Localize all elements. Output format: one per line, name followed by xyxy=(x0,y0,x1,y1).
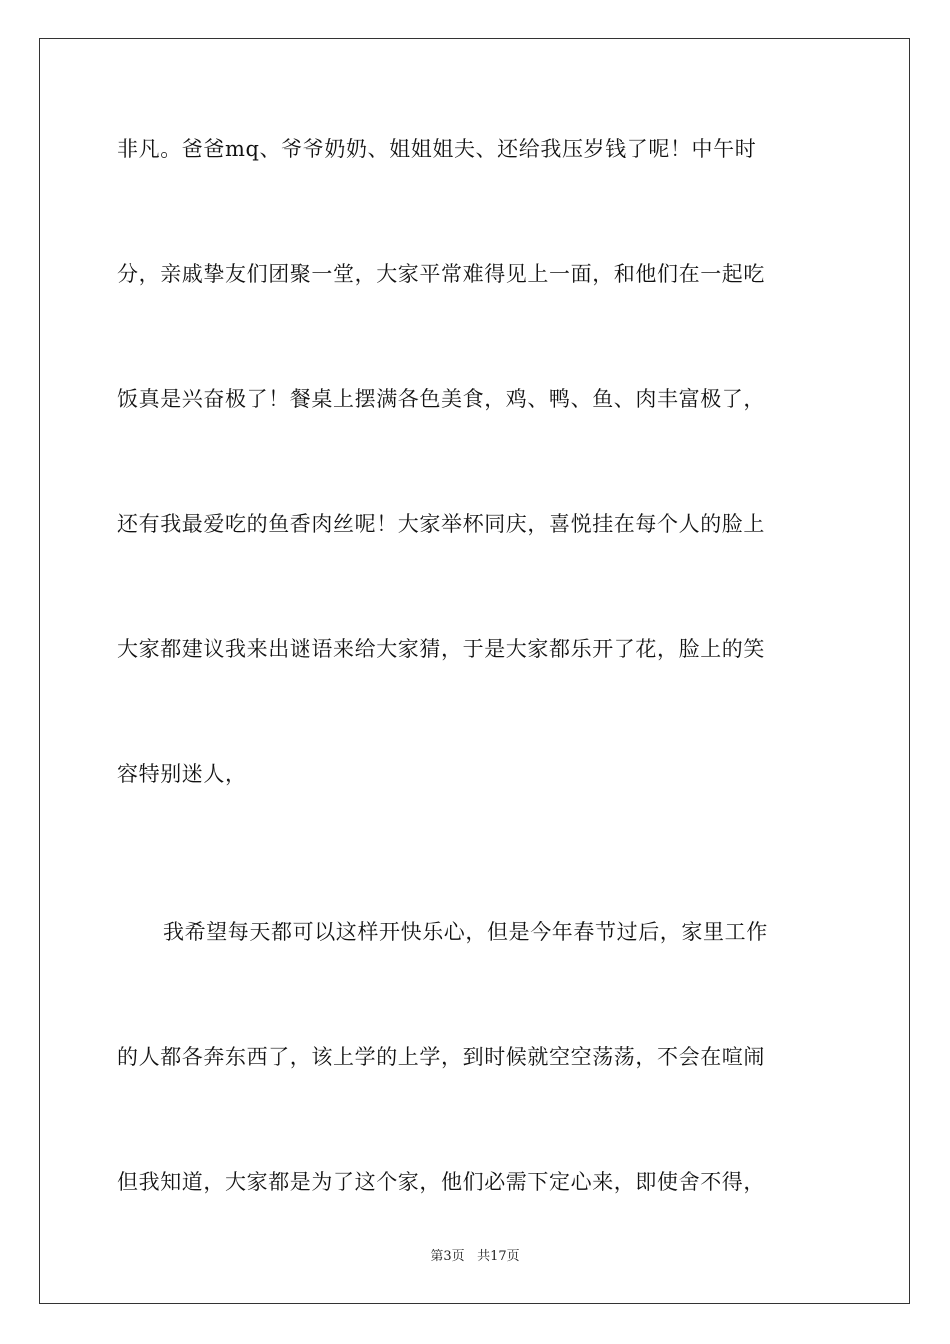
text-line: 饭真是兴奋极了！餐桌上摆满各色美食，鸡、鸭、鱼、肉丰富极了， xyxy=(117,387,765,411)
text-line: 容特别迷人， xyxy=(117,762,247,786)
page-total: 共17页 xyxy=(477,1249,520,1264)
text-line: 大家都建议我来出谜语来给大家猜，于是大家都乐开了花，脸上的笑 xyxy=(117,637,765,661)
text-line: 的人都各奔东西了，该上学的上学，到时候就空空荡荡，不会在喧闹 xyxy=(117,1045,765,1069)
page-number: 第3页 xyxy=(430,1249,465,1264)
text-line: 但我知道，大家都是为了这个家，他们必需下定心来，即使舍不得， xyxy=(117,1170,765,1194)
paragraph-start-line: 我希望每天都可以这样开快乐心，但是今年春节过后，家里工作 xyxy=(163,920,768,944)
text-line: 分，亲戚挚友们团聚一堂，大家平常难得见上一面，和他们在一起吃 xyxy=(117,262,765,286)
text-line: 非凡。爸爸mq、爷爷奶奶、姐姐姐夫、还给我压岁钱了呢！中午时 xyxy=(117,137,757,161)
page-footer xyxy=(0,1248,950,1266)
body-text xyxy=(117,131,833,1289)
text-line: 还有我最爱吃的鱼香肉丝呢！大家举杯同庆，喜悦挂在每个人的脸上 xyxy=(117,512,765,536)
